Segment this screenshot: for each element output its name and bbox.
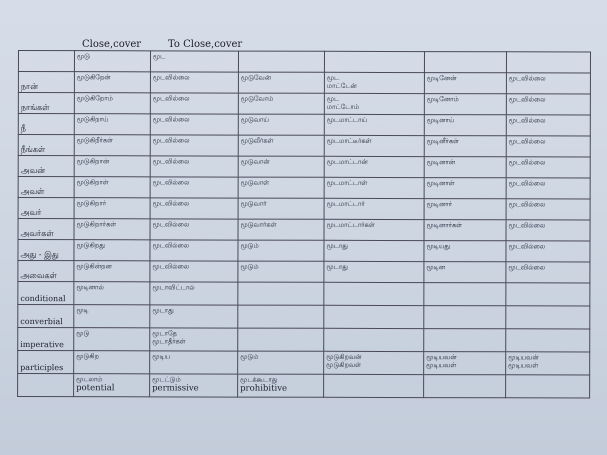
table-cell [324, 198, 424, 219]
table-cell [74, 261, 150, 282]
verb-form: மூட [326, 73, 340, 82]
verb-form: மூடவில்லை [508, 116, 546, 125]
table-cell [150, 114, 238, 135]
row-label: conditional [18, 282, 74, 305]
table-cell [506, 199, 590, 220]
table-cell [424, 178, 506, 199]
verb-form: மூடவில்லை [152, 241, 190, 250]
row-label [18, 51, 74, 72]
verb-form: மூடாது [326, 241, 348, 250]
verb-form: மூடினேன் [426, 74, 457, 83]
verb-form: மூடு [76, 329, 90, 338]
verb-form: மூட [152, 52, 166, 61]
verb-form: மூடட்டும் [152, 375, 181, 384]
table-cell [150, 240, 238, 261]
table-cell [74, 351, 150, 374]
verb-form: மூடுகின்றன [76, 262, 112, 271]
verb-form: மூடியது [426, 242, 451, 251]
row-label: அவர்கள் [18, 219, 74, 240]
verb-form: மூடுவான் [240, 157, 270, 166]
table-cell [74, 114, 150, 135]
verb-form: மூடமாட்டாள் [326, 178, 368, 187]
verb-form: மூடக்கூடாது [240, 375, 278, 384]
verb-form: மூடினீர்கள் [426, 137, 459, 146]
table-row [18, 261, 590, 283]
row-label: நீ [18, 114, 74, 135]
verb-form: மூடாதீர்கள் [152, 337, 186, 346]
table-cell [150, 177, 238, 198]
verb-form: மூடுகிறீர்கள் [76, 136, 113, 145]
table-cell [324, 282, 424, 305]
table-cell [150, 135, 238, 156]
table-row [18, 219, 590, 241]
table-cell [324, 240, 424, 261]
verb-form: மூடுகிறது [76, 241, 105, 250]
table-cell [506, 329, 590, 352]
table-cell [74, 177, 150, 198]
verb-form: மூடவில்லை [508, 74, 546, 83]
verb-form: மூடினால் [76, 283, 104, 292]
table-cell [324, 219, 424, 240]
verb-form: மூடலாம் [76, 375, 103, 384]
table-cell [506, 283, 590, 306]
verb-form: மூடவில்லை [152, 199, 190, 208]
table-cell [506, 94, 590, 115]
verb-form: மூடுகிற [76, 352, 99, 361]
table-cell [150, 351, 238, 374]
table-cell [506, 115, 590, 136]
verb-form: மூட [326, 94, 340, 103]
verb-form: மூடவில்லை [508, 221, 546, 230]
table-cell [238, 374, 324, 397]
table-cell [150, 198, 238, 219]
table-cell [238, 328, 324, 351]
verb-form: மூடவில்லை [152, 220, 190, 229]
row-label: நீங்கள் [18, 135, 74, 156]
table-row [18, 93, 590, 115]
verb-form: மூடமாட்டான் [326, 157, 368, 166]
table-cell [324, 305, 424, 328]
table-cell [238, 351, 324, 374]
table-cell [506, 136, 590, 157]
verb-form: மூடாது [152, 306, 174, 315]
table-cell [150, 72, 238, 93]
table-cell [238, 156, 324, 177]
verb-form: மூடின [426, 263, 446, 272]
table-row [18, 156, 590, 178]
verb-form: மூடாது [326, 262, 348, 271]
row-label [18, 374, 74, 397]
verb-form: மூடினார் [426, 200, 453, 209]
column-header-to-close: To Close,cover [168, 39, 243, 50]
table-cell [238, 114, 324, 135]
row-label: அவள் [18, 177, 74, 198]
verb-form: மூடவில்லை [152, 115, 190, 124]
verb-form: மூடிய [152, 352, 171, 361]
table-cell [324, 135, 424, 156]
verb-form: மூடமாட்டார்கள் [326, 220, 375, 229]
verb-form: மூடு [76, 52, 90, 61]
table-cell [324, 177, 424, 198]
table-cell [424, 73, 506, 94]
table-cell [74, 135, 150, 156]
table-cell [150, 374, 238, 397]
verb-form: மூடவில்லை [508, 158, 546, 167]
table-cell [424, 94, 506, 115]
table-cell [506, 220, 590, 241]
table-cell [238, 93, 324, 114]
mood-label: prohibitive [240, 383, 288, 394]
table-row [18, 305, 590, 329]
verb-form: மூடவில்லை [508, 200, 546, 209]
table-cell [150, 305, 238, 328]
verb-form: மூடும் [240, 241, 259, 250]
table-row [18, 198, 590, 220]
table-row [18, 351, 590, 375]
table-cell [324, 72, 424, 93]
table-row [18, 135, 590, 157]
mood-label: permissive [152, 383, 199, 394]
verb-form: மூடவில்லை [152, 136, 190, 145]
verb-form: மூடியவள் [426, 361, 457, 370]
row-label: நாங்கள் [18, 93, 74, 114]
table-cell [238, 72, 324, 93]
verb-form: மூடுகிறாள் [76, 178, 109, 187]
table-cell [238, 261, 324, 282]
verb-form: மாட்டேன் [326, 81, 357, 90]
table-cell [150, 261, 238, 282]
verb-form: மூடினாள் [426, 179, 455, 188]
table-cell [74, 328, 150, 351]
table-cell [74, 93, 150, 114]
table-row [18, 72, 590, 94]
verb-form: மூடவில்லை [152, 178, 190, 187]
table-cell [424, 262, 506, 283]
table-row [18, 51, 590, 73]
verb-form: மூடவில்லை [508, 179, 546, 188]
table-cell [324, 351, 424, 374]
verb-form: மூடியவன் [508, 353, 539, 362]
table-cell [74, 51, 150, 72]
verb-form: மூடுகிறாய் [76, 115, 109, 124]
table-cell [424, 375, 506, 398]
verb-form: மாட்டோம் [326, 102, 360, 111]
table-cell [238, 177, 324, 198]
table-cell [424, 52, 506, 73]
verb-form: மூடமாட்டார் [326, 199, 365, 208]
verb-form: மூடாவிட்டால் [152, 283, 195, 292]
row-label: அவன் [18, 156, 74, 177]
table-cell [424, 199, 506, 220]
verb-form: மூடவில்லை [152, 157, 190, 166]
verb-form: மூடும் [240, 352, 259, 361]
table-cell [74, 282, 150, 305]
table-cell [324, 51, 424, 72]
verb-form: மூடுகிறேன் [76, 73, 111, 82]
table-row [18, 374, 590, 398]
table-cell [238, 282, 324, 305]
verb-form: மூடுகிறார் [76, 199, 107, 208]
table-cell [150, 328, 238, 351]
table-cell [238, 305, 324, 328]
table-cell [150, 51, 238, 72]
verb-form: மூடுவோம் [240, 94, 274, 103]
table-cell [74, 72, 150, 93]
table-cell [424, 283, 506, 306]
verb-form: மூடாதே [152, 329, 177, 338]
table-cell [238, 219, 324, 240]
table-cell [424, 306, 506, 329]
table-cell [506, 178, 590, 199]
row-label: அது - இது [18, 240, 74, 261]
verb-form: மூடுவார்கள் [240, 220, 277, 229]
verb-form: மூடமாட்டாய் [326, 115, 368, 124]
verb-form: மூடினாய் [426, 116, 455, 125]
conjugation-table [17, 50, 591, 398]
row-label: imperative [18, 328, 74, 351]
table-cell [74, 156, 150, 177]
table-cell [424, 329, 506, 352]
table-row [18, 328, 590, 352]
verb-form: மூடியவள் [508, 361, 539, 370]
verb-form: மூடுவாய் [240, 115, 270, 124]
row-label: அவைகள் [18, 261, 74, 282]
table-row [18, 240, 590, 262]
table-cell [506, 73, 590, 94]
table-cell [74, 305, 150, 328]
verb-form: மூடவில்லை [152, 73, 190, 82]
table-row [18, 114, 590, 136]
verb-form: மூடினார்கள் [426, 221, 463, 230]
table-cell [424, 352, 506, 375]
row-label: converbial [18, 305, 74, 328]
table-cell [506, 306, 590, 329]
table-cell [150, 156, 238, 177]
table-cell [238, 240, 324, 261]
verb-form: மூடினோம் [426, 95, 459, 104]
verb-form: மூடுகிறார்கள் [76, 220, 117, 229]
table-cell [324, 374, 424, 397]
table-cell [324, 93, 424, 114]
table-cell [424, 157, 506, 178]
verb-form: மூடுவேன் [240, 73, 272, 82]
table-cell [506, 157, 590, 178]
verb-form: மூடவில்லை [152, 94, 190, 103]
table-cell [324, 261, 424, 282]
table-cell [74, 198, 150, 219]
table-cell [424, 220, 506, 241]
table-cell [238, 135, 324, 156]
table-cell [506, 352, 590, 375]
table-cell [506, 52, 590, 73]
table-cell [74, 219, 150, 240]
table-cell [150, 93, 238, 114]
table-cell [424, 115, 506, 136]
verb-form: மூடுவார் [240, 199, 267, 208]
table-cell [150, 282, 238, 305]
verb-form: மூடவில்லை [508, 95, 546, 104]
verb-form: மூடவில்லை [152, 262, 190, 271]
verb-form: மூடுகிறவன் [326, 352, 362, 361]
row-label: அவர் [18, 198, 74, 219]
verb-form: மூடுவீர்கள் [240, 136, 274, 145]
mood-label: potential [76, 383, 115, 394]
table-cell [324, 328, 424, 351]
table-cell [238, 51, 324, 72]
table-cell [74, 240, 150, 261]
table-cell [506, 262, 590, 283]
row-label: நான் [18, 72, 74, 93]
verb-form: மூடமாட்டீர்கள் [326, 136, 372, 145]
column-header-close: Close,cover [82, 39, 142, 50]
table-cell [74, 374, 150, 397]
table-row [18, 177, 590, 199]
row-label: participles [18, 351, 74, 374]
table-cell [424, 241, 506, 262]
table-cell [424, 136, 506, 157]
verb-form: மூடுகிறான் [76, 157, 110, 166]
table-cell [506, 241, 590, 262]
table-cell [324, 156, 424, 177]
verb-form: மூடவில்லை [508, 137, 546, 146]
table-row [18, 282, 590, 306]
table-cell [150, 219, 238, 240]
verb-form: மூடும் [240, 262, 259, 271]
table-cell [324, 114, 424, 135]
verb-form: மூடி [76, 306, 89, 315]
verb-form: மூடுகிறவள் [326, 360, 362, 369]
verb-form: மூடியவன் [426, 353, 457, 362]
verb-form: மூடுகிறோம் [76, 94, 113, 103]
verb-form: மூடவில்லை [508, 263, 546, 272]
table-cell [238, 198, 324, 219]
table-cell [506, 375, 590, 398]
verb-form: மூடினான் [426, 158, 456, 167]
verb-form: மூடுவாள் [240, 178, 270, 187]
verb-form: மூடவில்லை [508, 242, 546, 251]
